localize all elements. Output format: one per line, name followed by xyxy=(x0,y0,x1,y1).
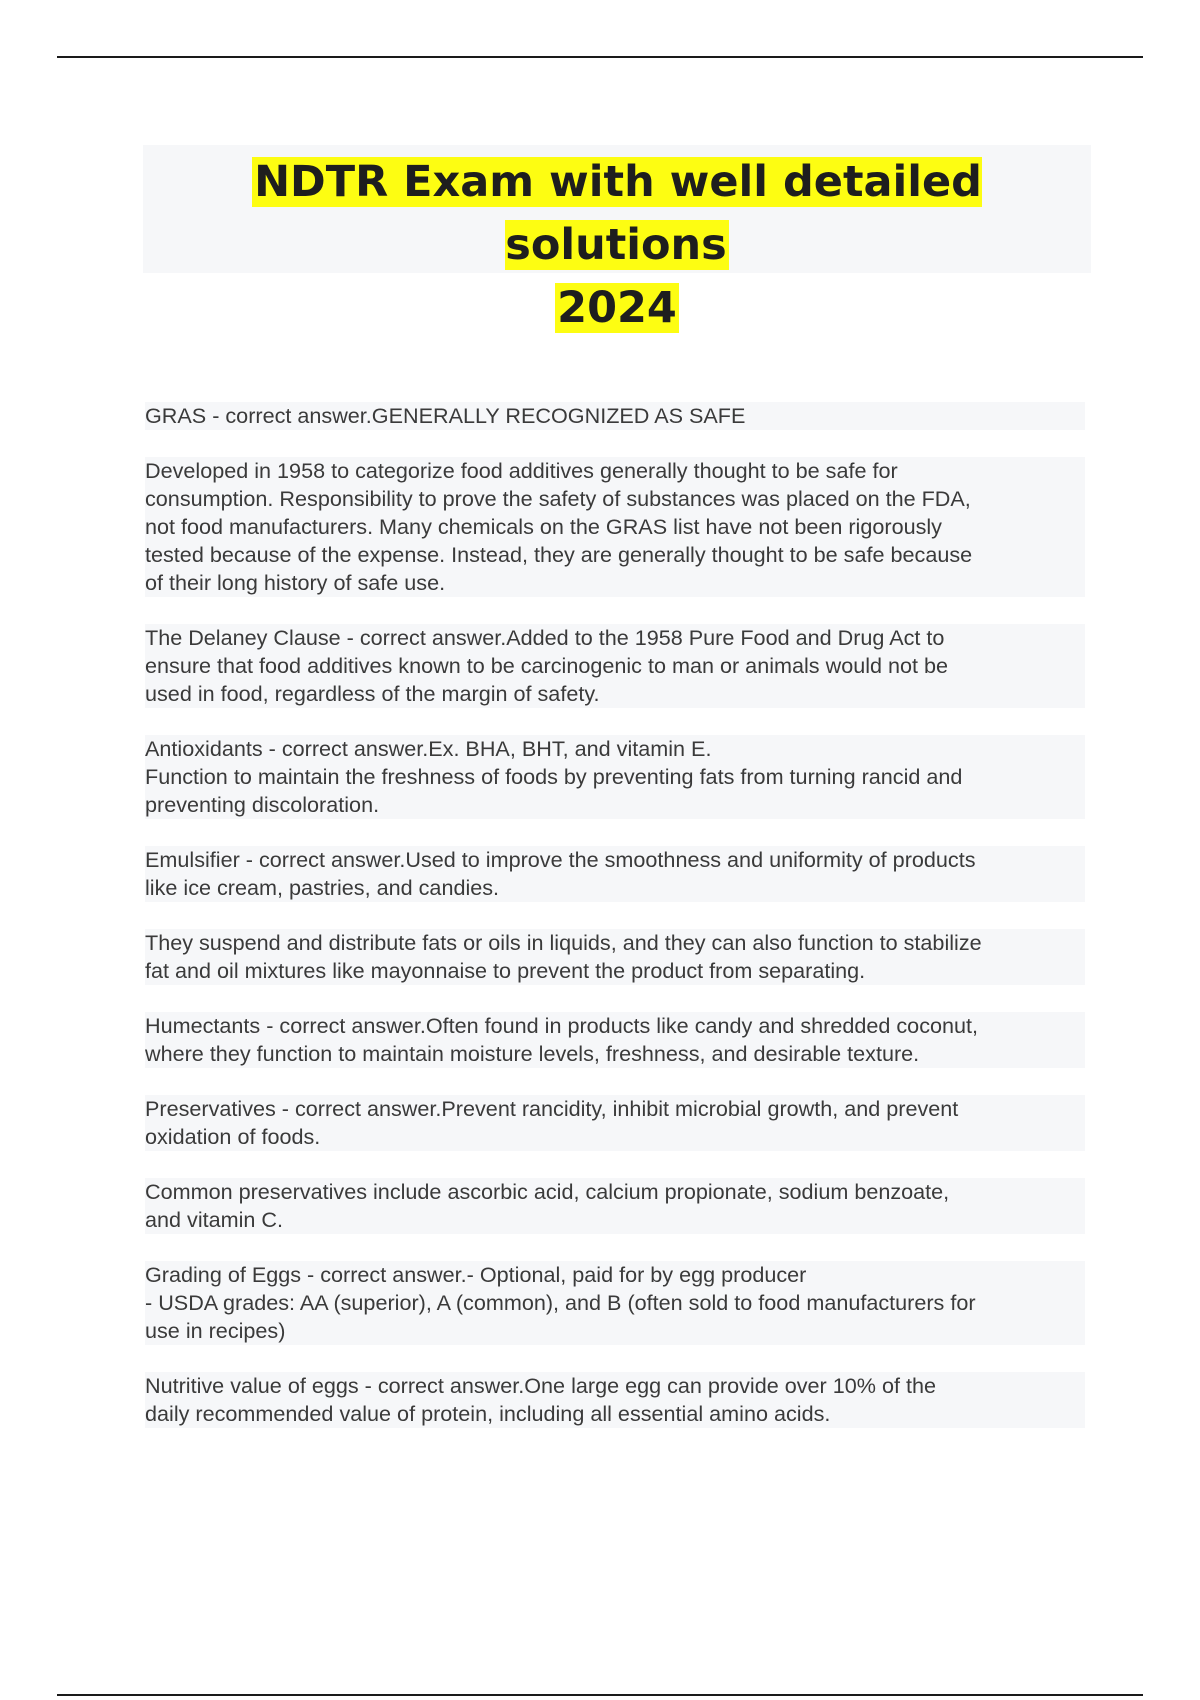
qa-entry xyxy=(145,1095,1085,1151)
qa-line: tested because of the expense. Instead, they are generally thought to be safe because xyxy=(145,541,1085,569)
qa-line: They suspend and distribute fats or oils in liquids, and they can also function to stabilize xyxy=(145,929,1085,957)
title-line-2: 2024 xyxy=(557,283,677,333)
qa-line: Function to maintain the freshness of foods by preventing fats from turning rancid and xyxy=(145,763,1085,791)
qa-line: - USDA grades: AA (superior), A (common), and B (often sold to food manufacturers for xyxy=(145,1289,1085,1317)
qa-line: daily recommended value of protein, including all essential amino acids. xyxy=(145,1400,1085,1428)
qa-line: preventing discoloration. xyxy=(145,791,1085,819)
qa-line: used in food, regardless of the margin of safety. xyxy=(145,680,1085,708)
qa-entry xyxy=(145,1372,1085,1428)
qa-line: ensure that food additives known to be carcinogenic to man or animals would not be xyxy=(145,652,1085,680)
qa-entry xyxy=(145,402,1085,430)
qa-line: Preservatives - correct answer.Prevent rancidity, inhibit microbial growth, and prevent xyxy=(145,1095,1085,1123)
title-line-1: NDTR Exam with well detailed solutions xyxy=(254,157,982,270)
qa-entry xyxy=(145,1178,1085,1234)
qa-line: use in recipes) xyxy=(145,1317,1085,1345)
qa-line: like ice cream, pastries, and candies. xyxy=(145,874,1085,902)
qa-line: fat and oil mixtures like mayonnaise to prevent the product from separating. xyxy=(145,957,1085,985)
qa-entry xyxy=(145,846,1085,902)
footer-rule xyxy=(57,1694,1143,1696)
qa-line: Grading of Eggs - correct answer.- Optional, paid for by egg producer xyxy=(145,1261,1085,1289)
document-body xyxy=(145,402,1085,1455)
qa-line: Common preservatives include ascorbic acid, calcium propionate, sodium benzoate, xyxy=(145,1178,1085,1206)
qa-line: oxidation of foods. xyxy=(145,1123,1085,1151)
qa-line: not food manufacturers. Many chemicals on the GRAS list have not been rigorously xyxy=(145,513,1085,541)
page-title xyxy=(143,145,1091,340)
qa-entry xyxy=(145,624,1085,708)
qa-entry xyxy=(145,1012,1085,1068)
qa-line: consumption. Responsibility to prove the safety of substances was placed on the FDA, xyxy=(145,485,1085,513)
header-rule xyxy=(57,56,1143,58)
qa-entry xyxy=(145,735,1085,819)
title-block xyxy=(143,145,1091,333)
qa-line: Humectants - correct answer.Often found in products like candy and shredded coconut, xyxy=(145,1012,1085,1040)
qa-entry xyxy=(145,1261,1085,1345)
qa-line: The Delaney Clause - correct answer.Added to the 1958 Pure Food and Drug Act to xyxy=(145,624,1085,652)
qa-line: where they function to maintain moisture levels, freshness, and desirable texture. xyxy=(145,1040,1085,1068)
qa-line: Antioxidants - correct answer.Ex. BHA, BHT, and vitamin E. xyxy=(145,735,1085,763)
qa-entry xyxy=(145,929,1085,985)
qa-line: Nutritive value of eggs - correct answer.One large egg can provide over 10% of the xyxy=(145,1372,1085,1400)
qa-line: and vitamin C. xyxy=(145,1206,1085,1234)
qa-line: Emulsifier - correct answer.Used to improve the smoothness and uniformity of products xyxy=(145,846,1085,874)
qa-line: GRAS - correct answer.GENERALLY RECOGNIZED AS SAFE xyxy=(145,402,1085,430)
qa-line: of their long history of safe use. xyxy=(145,569,1085,597)
qa-line: Developed in 1958 to categorize food additives generally thought to be safe for xyxy=(145,457,1085,485)
qa-entry xyxy=(145,457,1085,597)
